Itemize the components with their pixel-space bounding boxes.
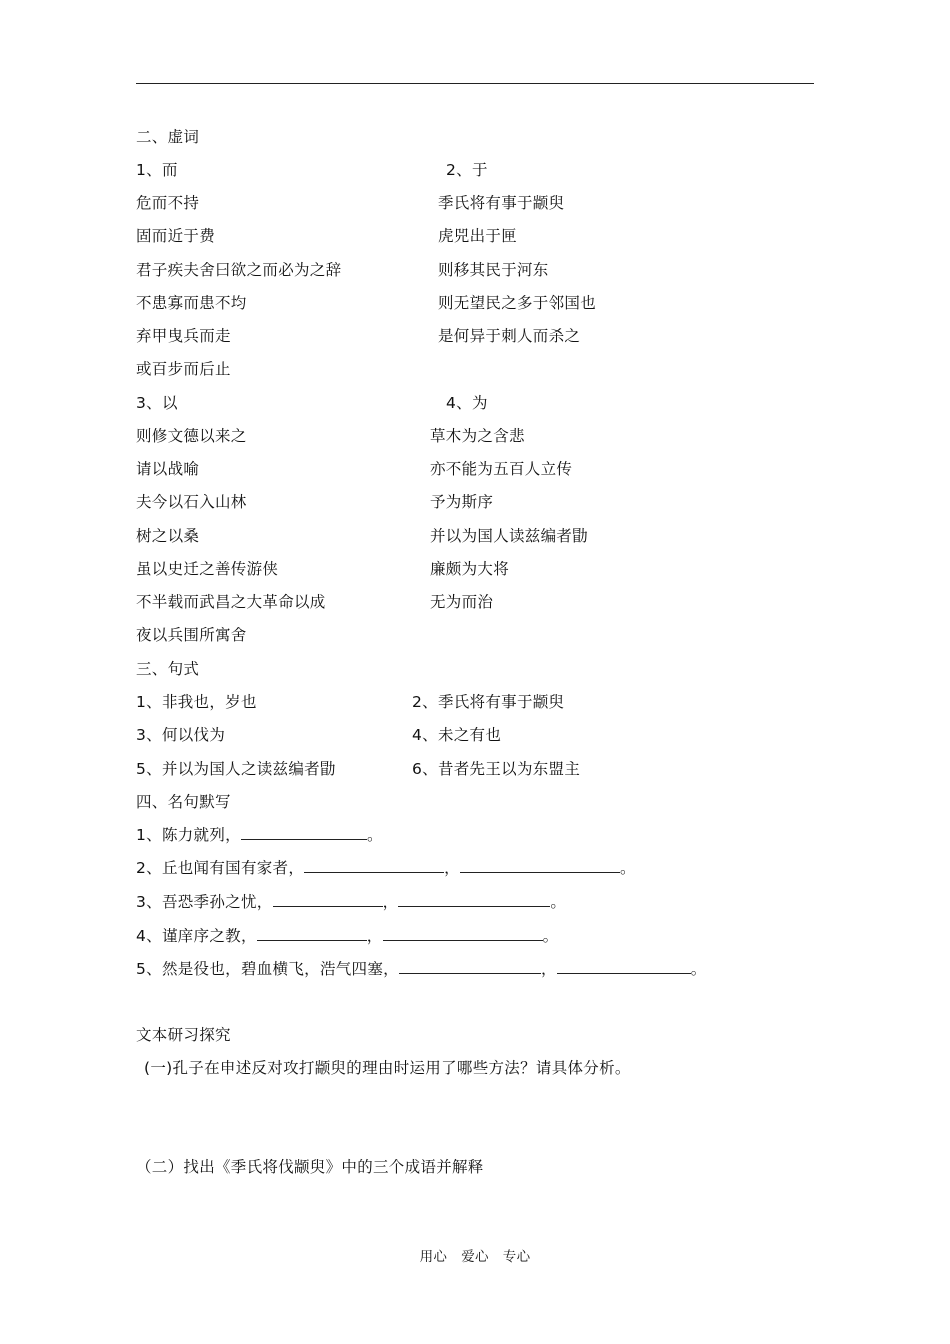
study-heading: 文本研习探究 xyxy=(136,1026,231,1044)
yu-item: 则移其民于河东 xyxy=(438,261,549,279)
punctuation: ， xyxy=(444,859,460,877)
punctuation: 。 xyxy=(690,960,707,978)
footer-word: 专心 xyxy=(502,1249,531,1265)
yi-item: 夜以兵围所寓舍 xyxy=(136,626,247,644)
wei-label: 4、为 xyxy=(446,394,488,412)
sentence-item: 1、非我也，岁也 xyxy=(136,693,257,711)
er-label: 1、而 xyxy=(136,161,178,179)
punctuation: 。 xyxy=(550,893,567,911)
study-question-1: (一)孔子在申述反对攻打颛臾的理由时运用了哪些方法？请具体分析。 xyxy=(144,1059,631,1077)
yi-item: 树之以桑 xyxy=(136,527,200,545)
dictation-prompt: 4、谨庠序之教， xyxy=(136,927,257,945)
yi-item: 夫今以石入山林 xyxy=(136,493,247,511)
fill-blank[interactable] xyxy=(399,959,541,974)
section3-heading: 三、句式 xyxy=(136,660,200,678)
er-item: 固而近于费 xyxy=(136,227,216,245)
yu-item: 是何异于刺人而杀之 xyxy=(438,327,581,345)
dictation-q2 xyxy=(136,858,636,878)
dictation-q3 xyxy=(136,892,566,912)
wei-item: 无为而治 xyxy=(430,593,494,611)
punctuation: 。 xyxy=(542,927,559,945)
er-item: 弃甲曳兵而走 xyxy=(136,327,231,345)
fill-blank[interactable] xyxy=(460,858,620,873)
wei-item: 并以为国人读兹编者勖 xyxy=(430,527,589,545)
fill-blank[interactable] xyxy=(383,926,543,941)
fill-blank[interactable] xyxy=(257,926,367,941)
yi-item: 请以战喻 xyxy=(136,460,200,478)
er-item: 君子疾夫舍曰欲之而必为之辞 xyxy=(136,261,342,279)
wei-item: 廉颇为大将 xyxy=(430,560,510,578)
yu-item: 则无望民之多于邻国也 xyxy=(438,294,597,312)
wei-item: 予为斯序 xyxy=(430,493,494,511)
fill-blank[interactable] xyxy=(304,858,444,873)
yi-item: 虽以史迁之善传游侠 xyxy=(136,560,279,578)
sentence-item: 6、昔者先王以为东盟主 xyxy=(412,760,581,778)
footer-word: 用心 xyxy=(419,1249,448,1265)
wei-item: 亦不能为五百人立传 xyxy=(430,460,573,478)
punctuation: 。 xyxy=(366,826,383,844)
footer-word: 爱心 xyxy=(461,1249,489,1265)
sentence-item: 2、季氏将有事于颛臾 xyxy=(412,693,565,711)
sentence-item: 5、并以为国人之读兹编者勖 xyxy=(136,760,336,778)
er-item: 不患寡而患不均 xyxy=(136,294,247,312)
punctuation: ， xyxy=(382,893,399,911)
fill-blank[interactable] xyxy=(398,892,550,907)
dictation-prompt: 1、陈力就列， xyxy=(136,826,241,844)
yi-label: 3、以 xyxy=(136,394,178,412)
dictation-q5 xyxy=(136,959,707,979)
sentence-item: 3、何以伐为 xyxy=(136,726,226,744)
sentence-item: 4、未之有也 xyxy=(412,726,502,744)
dictation-prompt: 3、吾恐季孙之忧， xyxy=(136,893,273,911)
yi-item: 不半载而武昌之大革命以成 xyxy=(136,593,326,611)
section4-heading: 四、名句默写 xyxy=(136,793,231,811)
punctuation: ， xyxy=(540,960,557,978)
dictation-q4 xyxy=(136,926,558,946)
section2-heading: 二、虚词 xyxy=(136,128,200,146)
er-item: 危而不持 xyxy=(136,194,200,212)
study-question-2: （二）找出《季氏将伐颛臾》中的三个成语并解释 xyxy=(136,1158,484,1176)
dictation-prompt: 2、丘也闻有国有家者， xyxy=(136,859,305,877)
fill-blank[interactable] xyxy=(241,825,367,840)
yu-item: 季氏将有事于颛臾 xyxy=(438,194,565,212)
er-item: 或百步而后止 xyxy=(136,360,231,378)
fill-blank[interactable] xyxy=(557,959,691,974)
dictation-q1 xyxy=(136,825,383,845)
yi-item: 则修文德以来之 xyxy=(136,427,247,445)
page-footer xyxy=(0,1248,950,1266)
dictation-prompt: 5、然是役也，碧血横飞，浩气四塞， xyxy=(136,960,399,978)
punctuation: ， xyxy=(366,927,383,945)
yu-label: 2、于 xyxy=(446,161,488,179)
yu-item: 虎兕出于匣 xyxy=(438,227,518,245)
wei-item: 草木为之含悲 xyxy=(430,427,525,445)
punctuation: 。 xyxy=(619,859,636,877)
fill-blank[interactable] xyxy=(273,892,383,907)
header-rule xyxy=(136,83,814,84)
